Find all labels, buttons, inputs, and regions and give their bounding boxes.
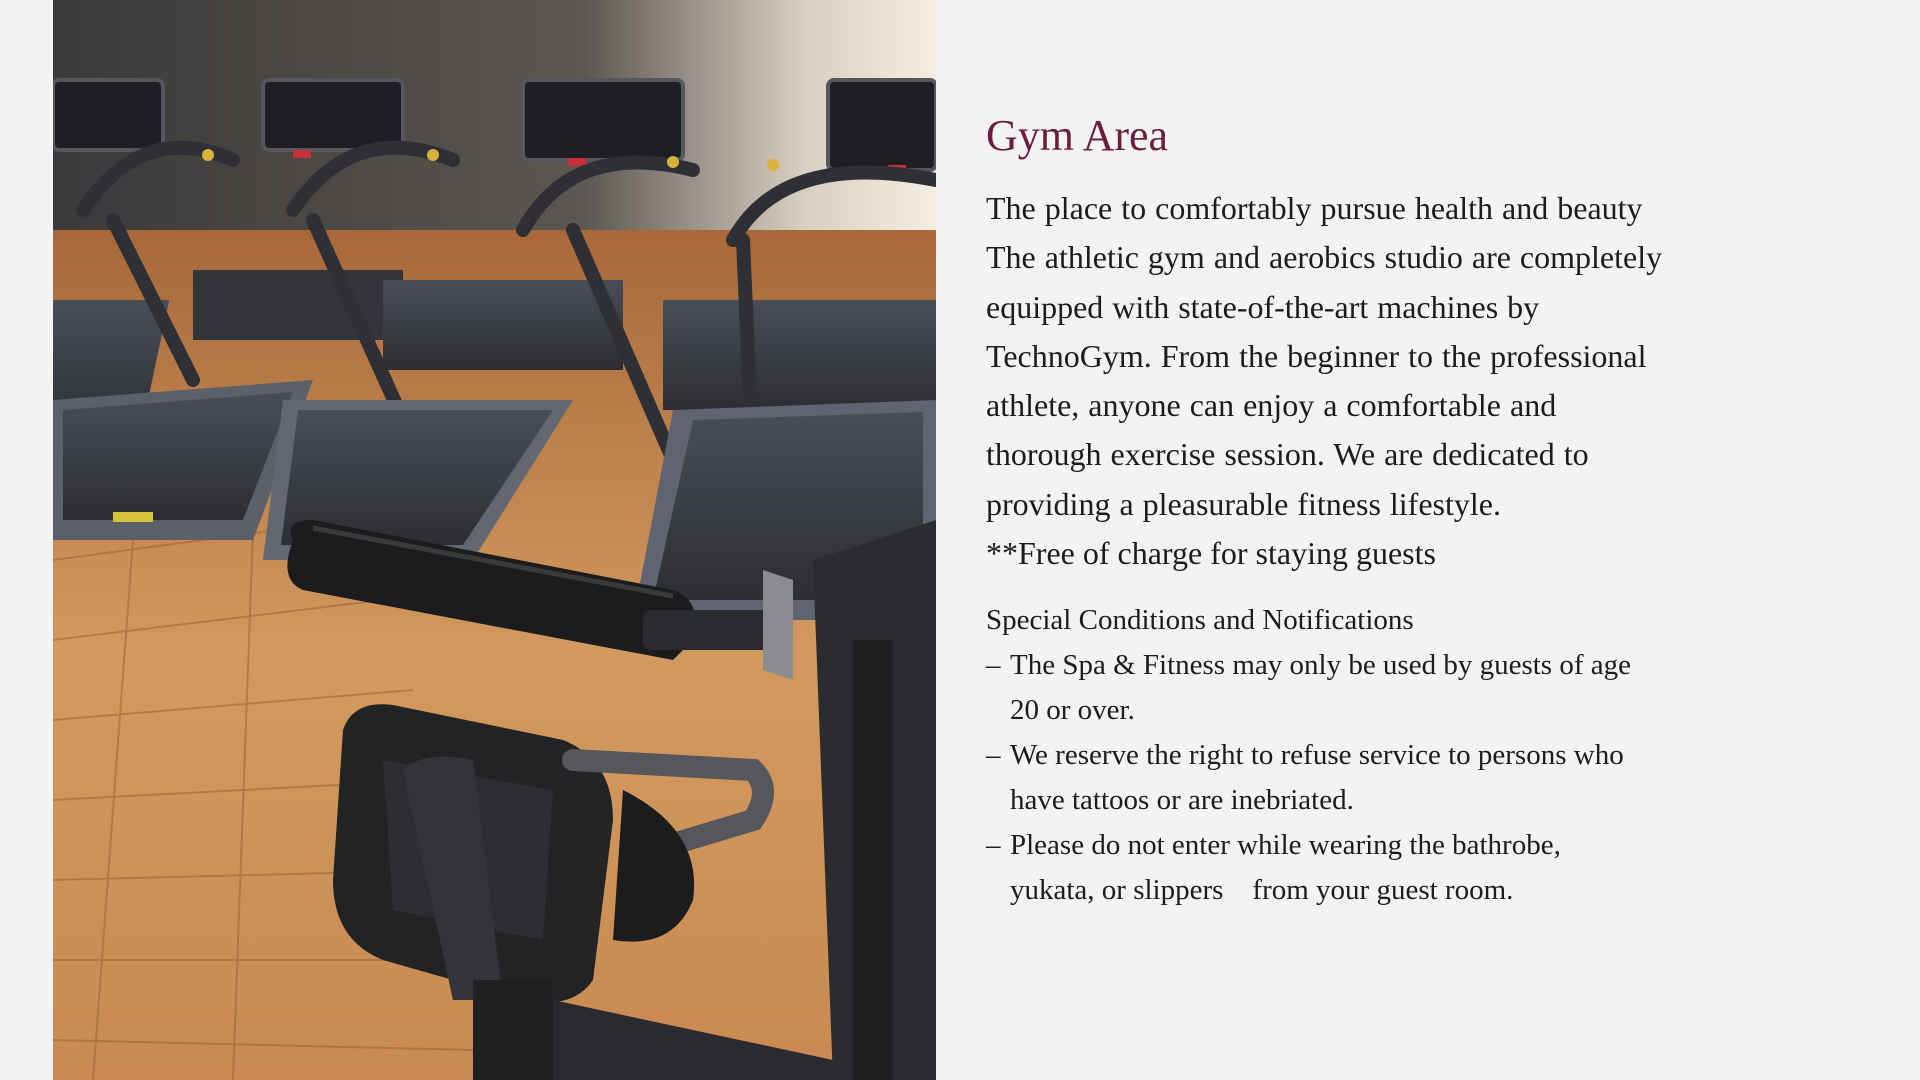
condition-text: The Spa & Fitness may only be used by guests of age 20 or over.	[1010, 649, 1631, 727]
condition-item	[986, 823, 1666, 913]
page-title: Gym Area	[986, 111, 1169, 160]
condition-text: Please do not enter while wearing the bathrobe, yukata, or slippers from your guest room.	[1010, 829, 1561, 907]
dash-marker: –	[986, 649, 1001, 682]
conditions-heading: Special Conditions and Notifications	[986, 604, 1414, 637]
dash-marker: –	[986, 829, 1001, 862]
gym-description: The place to comfortably pursue health and beauty The athletic gym and aerobics studio are completely equipped with state-of-the-art machines by TechnoGym. From the beginner to the professional athlete, anyone can enjoy a comfortable and thorough exercise session. We are dedicated to providing a pleasurable fitness lifestyle.	[986, 190, 1663, 522]
condition-text: We reserve the right to refuse service to persons who have tattoos or are inebriated.	[1010, 739, 1624, 817]
gym-treadmills-photo	[53, 0, 936, 1080]
gym-area-content	[986, 110, 1666, 913]
special-conditions	[986, 598, 1666, 913]
condition-item	[986, 733, 1666, 823]
dash-marker: –	[986, 739, 1001, 772]
free-of-charge-note: **Free of charge for staying guests	[986, 535, 1436, 572]
conditions-list	[986, 643, 1666, 913]
condition-item	[986, 643, 1666, 733]
